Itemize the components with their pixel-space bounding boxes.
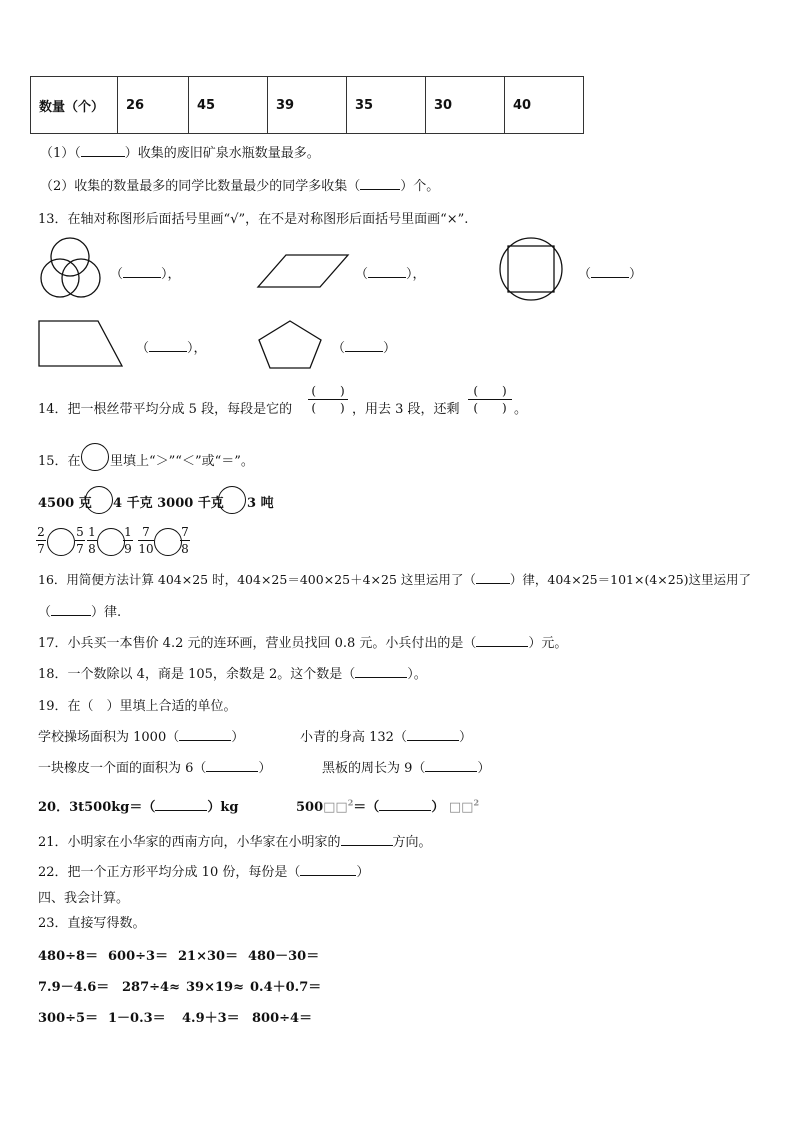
answer-blank[interactable] xyxy=(206,759,258,772)
answer-blank[interactable] xyxy=(476,634,528,647)
question-19-item-1: 学校操场面积为 1000（ ） xyxy=(38,730,245,745)
answer-blank[interactable] xyxy=(407,728,459,741)
answer-blank[interactable] xyxy=(345,339,383,352)
question-18: 18．一个数除以 4，商是 105，余数是 2。这个数是（ ）。 xyxy=(38,667,427,682)
compare-left: 4500 克 xyxy=(38,496,92,511)
answer-blank[interactable] xyxy=(379,798,431,811)
answer-paren: （ ） xyxy=(332,341,397,356)
calc-item: 800÷4＝ xyxy=(252,1011,313,1026)
answer-blank[interactable] xyxy=(476,571,510,584)
three-circles-figure xyxy=(40,236,104,300)
calc-row xyxy=(38,945,319,964)
calc-item: 39×19≈ xyxy=(186,980,244,995)
question-19-item-4: 黑板的周长为 9（ ） xyxy=(322,761,491,776)
question-23-title: 23．直接写得数。 xyxy=(38,916,146,931)
question-15-intro-a: 15．在 xyxy=(38,454,81,469)
question-17: 17．小兵买一本售价 4.2 元的连环画，营业员找回 0.8 元。小兵付出的是（ ）元。 xyxy=(38,636,568,651)
question-14-end: 。 xyxy=(514,402,528,417)
answer-paren: （ ）， xyxy=(136,341,207,356)
table-row xyxy=(31,77,584,134)
calc-item: 600÷3＝ xyxy=(108,949,169,964)
trapezoid-figure xyxy=(38,320,124,368)
pentagon-figure xyxy=(258,320,324,370)
question-15-intro-b: 里填上“＞”“＜”或“＝”。 xyxy=(110,454,254,469)
compare-circle[interactable] xyxy=(47,528,75,556)
compare-circle[interactable] xyxy=(154,528,182,556)
question-19-item-2: 小青的身高 132（ ） xyxy=(300,730,472,745)
fraction: 5 7 xyxy=(76,525,84,556)
answer-blank[interactable] xyxy=(591,265,629,278)
fraction-answer[interactable]: ( ) ( ) xyxy=(468,384,512,415)
calc-item: 300÷5＝ xyxy=(38,1011,99,1026)
table-cell: 39 xyxy=(268,77,347,134)
question-12-part-2: （2）收集的数量最多的同学比数量最少的同学多收集（ ）个。 xyxy=(40,179,440,194)
calc-item: 4.9＋3＝ xyxy=(182,1011,240,1026)
compare-right: 3 吨 xyxy=(247,496,274,511)
compare-middle: 4 千克 3000 千克 xyxy=(113,496,224,511)
parallelogram-figure xyxy=(258,253,350,289)
answer-blank[interactable] xyxy=(341,833,393,846)
calc-row xyxy=(38,1007,312,1026)
section-heading: 四、我会计算。 xyxy=(38,891,130,906)
question-14-middle: ，用去 3 段，还剩 xyxy=(352,402,460,417)
answer-blank[interactable] xyxy=(155,798,207,811)
table-row-label: 数量（个） xyxy=(31,77,118,134)
calc-item: 7.9－4.6＝ xyxy=(38,980,110,995)
answer-blank[interactable] xyxy=(149,339,187,352)
answer-paren: （ ）， xyxy=(355,267,426,282)
answer-blank[interactable] xyxy=(300,863,356,876)
fraction: 1 9 xyxy=(124,525,132,556)
calc-item: 480÷8＝ xyxy=(38,949,99,964)
calc-item: 480－30＝ xyxy=(248,949,320,964)
answer-blank[interactable] xyxy=(123,265,161,278)
table-cell: 35 xyxy=(347,77,426,134)
answer-blank[interactable] xyxy=(368,265,406,278)
calc-row xyxy=(38,976,321,995)
question-20-part-2: 500□□$^2$＝（ ） □□$^2$ xyxy=(296,797,480,815)
table-cell: 30 xyxy=(426,77,505,134)
table-cell: 40 xyxy=(505,77,584,134)
fraction: 2 7 xyxy=(37,525,45,556)
question-16-line-2: （ ）律. xyxy=(38,605,122,620)
fraction: 1 8 xyxy=(88,525,96,556)
answer-blank[interactable] xyxy=(179,728,231,741)
compare-circle[interactable] xyxy=(218,486,246,514)
table-cell: 45 xyxy=(189,77,268,134)
answer-blank[interactable] xyxy=(425,759,477,772)
question-14-prefix: 14．把一根丝带平均分成 5 段，每段是它的 xyxy=(38,402,293,417)
count-table xyxy=(30,76,584,134)
question-21: 21．小明家在小华家的西南方向，小华家在小明家的 方向。 xyxy=(38,835,432,850)
answer-paren: （ ）， xyxy=(110,267,181,282)
answer-blank[interactable] xyxy=(81,144,125,157)
calc-item: 0.4＋0.7＝ xyxy=(250,980,322,995)
fraction: 7 10 xyxy=(138,525,154,556)
fraction-answer[interactable]: ( ) ( ) xyxy=(308,384,348,415)
compare-circle[interactable] xyxy=(81,443,109,471)
fraction: 7 8 xyxy=(181,525,189,556)
question-20-part-1: 20．3t500kg＝（ ）kg xyxy=(38,800,239,815)
calc-item: 21×30＝ xyxy=(178,949,239,964)
square-in-circle-figure xyxy=(498,236,564,302)
compare-circle[interactable] xyxy=(85,486,113,514)
answer-blank[interactable] xyxy=(355,665,407,678)
calc-item: 1－0.3＝ xyxy=(108,1011,166,1026)
table-cell: 26 xyxy=(118,77,189,134)
answer-blank[interactable] xyxy=(51,603,91,616)
answer-paren: （ ） xyxy=(578,267,643,282)
question-19-item-3: 一块橡皮一个面的面积为 6（ ） xyxy=(38,761,272,776)
question-16-line-1: 16．用简便方法计算 404×25 时，404×25＝400×25＋4×25 这里运用了（ ）律，404×25＝101×(4×25)这里运用了 xyxy=(38,572,752,587)
question-19-title: 19．在（ ）里填上合适的单位。 xyxy=(38,699,237,714)
calc-item: 287÷4≈ xyxy=(122,980,180,995)
question-22: 22．把一个正方形平均分成 10 份，每份是（ ） xyxy=(38,865,370,880)
question-13-text: 13．在轴对称图形后面括号里画“√”，在不是对称图形后面括号里面画“×”. xyxy=(38,212,469,227)
compare-circle[interactable] xyxy=(97,528,125,556)
answer-blank[interactable] xyxy=(360,177,400,190)
question-12-part-1: （1）（ ）收集的废旧矿泉水瓶数量最多。 xyxy=(40,146,320,161)
